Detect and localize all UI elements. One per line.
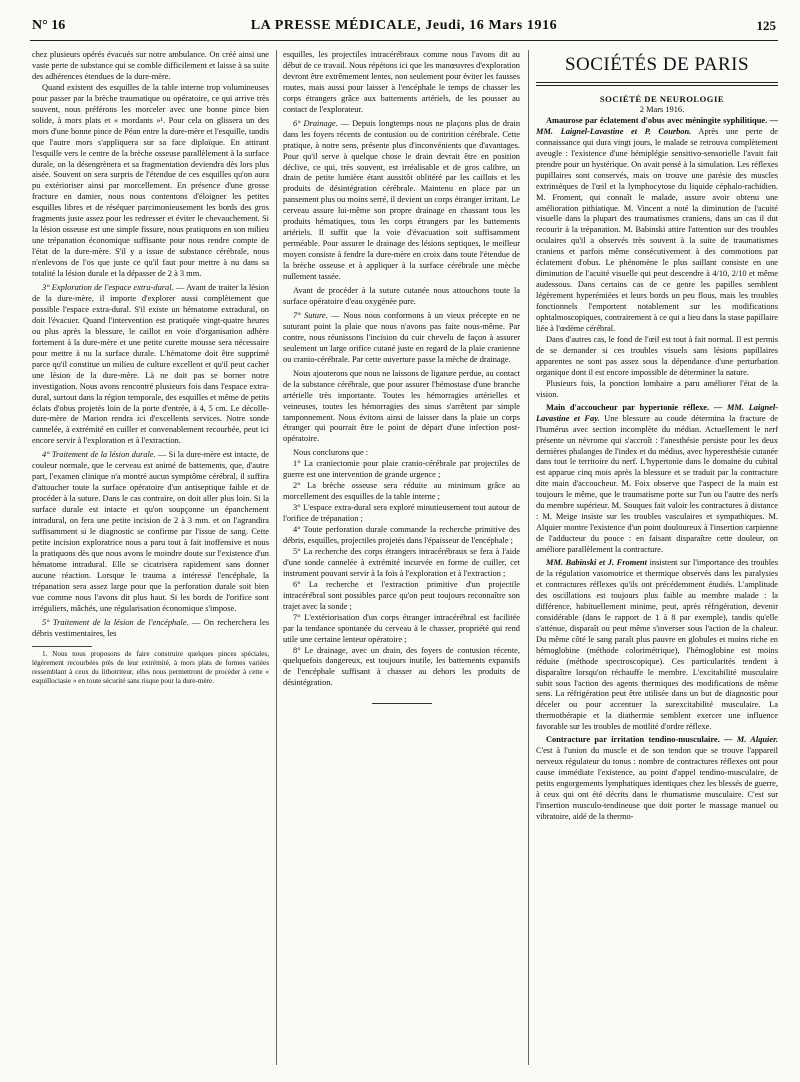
report-text: Après une perte de connaissance qui dura vingt jours, le malade se retrouva complètement aveugle : l'existence d'une hémiplégie sensitivo-sensorielle l'avait fait prendre pour un hystérique. On avait pensé à la simulation. Les réflexes pupillaires sont conservés, mais on trouve une parésie des muscles extrinsèques de l'œil et la lymphocytose du liquide céphalo-rachidien. M. Froment, qui connaît le malade, assure avoir obtenu une amélioration pithiatique. M. Vincent a noté la diminution de l'acuité visuelle dans la plupart des traumatismes craniens, dans un cas il dut recourir à la trépanation. M. Babinski attire l'attention sur des troubles oculaires qu'il a observés très souvent à la suite de traumatismes craniens et parfois même consécutivement à des commotions par éclatement d'obus. Le phénomène le plus saillant consiste en une diminution de l'acuité visuelle qui peut descendre à 4/10, 2/10 et même audessous. Dans certains cas de ce genre les papilles semblent légèrement hyperémiées et leurs bords un peu flous, mais les troubles fonctionnels l'emportent notablement sur les modifications ophtalmoscopiques, contrairement à ce qui a lieu dans la stase papillaire liée à l'œdème cérébral. <box>536 126 778 334</box>
column-1 <box>32 50 269 686</box>
column-rule <box>276 50 277 1065</box>
paragraph <box>32 283 269 447</box>
section-heading: 3° Exploration de l'espace extra-dural. <box>42 283 174 293</box>
section-heading: 4° Traitement de la lésion durale. <box>42 450 156 460</box>
end-rule <box>372 703 432 704</box>
footnote-rule <box>32 646 92 647</box>
paragraph-text: — Depuis longtemps nous ne plaçons plus de drain dans les foyers récents de contusion ou de contrition cérébrale. Cette pratique, à notre sens, présente plus d'inconvénients que d'avantages. Pour qu'il serve à quelque chose le drain devrait être en position déclive, ce qui, très souvent, est irréalisable et de gros calibre, un drain de petite lumière étant aussitôt oblitéré par les caillots et les produits de désintégration cérébrale. Maintenu en place par un pansement plus ou moins serré, il devient un corps étranger irritant. Le cerveau assure lui-même son propre drainage en chassant tous les produits hématiques, tous les corps étrangers par les battements artériels. Il suffit que la voie d'évacuation soit suffisamment perméable. Pour assurer le drainage des lésions septiques, le meilleur moyen consiste à fendre la dure-mère en croix dans toute l'étendue de la brèche osseuse et à appliquer à la surface cérébrale une mèche nullement tassée. <box>283 118 521 282</box>
journal-title: LA PRESSE MÉDICALE, Jeudi, 16 Mars 1916 <box>250 18 558 33</box>
page-header <box>30 14 778 41</box>
column-3 <box>536 50 778 823</box>
section-heading: 5° Traitement de la lésion de l'encéphale. <box>42 617 189 627</box>
conclusion-item: 5° La recherche des corps étrangers intracérébraux se fera à l'aide d'une sonde cannelée à extrémité incurvée en forme de cuiller, cet instrument pouvant servir à la fois à l'exploration et à l'extraction ; <box>283 546 520 578</box>
paragraph-text: — Nous nous conformons à un vieux précepte en ne suturant point la plaie que nous n'avons pas faite nous-même. Par contre, nous réunissons l'incision du cuir chevelu de façon à assurer seulement un large orifice cutané juste en regard de la plaie cranienne ou cranio-cérébrale. Par cette ouverture passe la mèche de drainage. <box>283 310 521 364</box>
conclusion-item: 2° La brèche osseuse sera réduite au minimum grâce au morcellement des esquilles de la table interne ; <box>283 481 520 502</box>
report-text: insistent sur l'importance des troubles de la régulation vasomotrice et thermique observés dans les paralysies et contractures réflexes qu'ils ont précédemment étudiés. L'amplitude des oscillations est toujours plus faible au membre malade : la différence, habituellement minime, peut, après réfrigération, devenir considérable (dans le rapport de 1 à 8 par exemple), tandis qu'elle s'atténue, disparaît ou peut même s'inverser sous l'action de la chaleur. Du même côté le sang paraît plus pauvre en globules et moins riche en hémoglobine (méthode colorimétrique), l'hémoglobine est moins réduite (méthode spectroscopique). Ces particularités tendent à disparaître lorsqu'on réchauffe le membre. L'excitabilité musculaire subit sous l'action des agents thermiques des modifications de même sens. La réfrigération peut être utilisée dans un but de diagnostic pour déceler ou pour accentuer la surexcitabilité musculaire. La thermothérapie et la diathermie semblent exercer une influence favorable sur les troubles de motilité d'ordre réflexe. <box>536 558 778 732</box>
paragraph <box>283 119 520 283</box>
paragraph-text: — On recherchera les débris vestimentaires, les <box>32 617 269 638</box>
paragraph: Dans d'autres cas, le fond de l'œil est tout à fait normal. Il est permis de se demander si ces troubles visuels sans lésions papillaires apparentes ne sont pas assez sous la dépendance d'une perturbation organique dont il est encore impossible de déterminer la nature. <box>536 334 778 377</box>
paragraph: Plusieurs fois, la ponction lombaire a paru améliorer l'état de la vision. <box>536 378 778 399</box>
report-paragraph <box>536 558 778 733</box>
paragraph: chez plusieurs opérés évacués sur notre ambulance. On créé ainsi une vaste perte de substance qui se comble difficilement et laisse à sa suite des adhérences étendues de la dure-mère. <box>32 50 269 81</box>
conclusion-item: 1° La craniectomie pour plaie cranio-cérébrale par projectiles de guerre est une intervention de grande urgence ; <box>283 459 520 480</box>
report-paragraph <box>536 735 778 823</box>
footnote: 1. Nous nous proposons de faire construire quelques pinces spéciales, légèrement recourbées près de leur extrémité, à mors plats de formes variées ressemblant à ceux du lithotriteur, elles nous permettront de procéder à cette « esquillociasie » en toute sécurité sans risque pour la dure-mère. <box>32 649 269 685</box>
column-2 <box>283 50 520 704</box>
report-authors: — MM. Laignel-Lavastine et Fay. <box>536 402 779 423</box>
conclusion-item: 3° L'espace extra-dural sera exploré minutieusement tout autour de l'orifice de trépanation ; <box>283 503 520 524</box>
meeting-date: 2 Mars 1916. <box>639 104 685 114</box>
report-text: C'est à l'union du muscle et de son tendon que se trouve l'appareil nerveux régulateur du tonus : nombre de contractures réflexes ont pour cause immédiate l'existence, au point d'appel tendino-musculaire, de petits engorgements lymphatiques identiques chez les blessés de guerre, à ceux qui ont été décrits dans le rhumatisme musculaire. C'est sur l'insertion musculo-tendineuse que doit porter le massage manuel ou vibratoire, aidé de la thermo- <box>536 746 778 821</box>
paragraph: Nous ajouterons que nous ne laissons de ligature perdue, au contact de la substance cérébrale, que pour assurer l'hémostase d'une branche artérielle très importante. Toutes les hémorragies artérielles et veineuses, toutes les hémorragies des sinus s'arrêtent par simple tamponnement. Nous évitons ainsi de laisser dans la plaie un corps étranger qui pourrait être le point de départ d'une infection post-opératoire. <box>283 368 520 444</box>
report-title: Amaurose par éclatement d'obus avec méningite syphilitique. <box>546 115 768 125</box>
paragraph: Nous conclurons que : <box>293 448 369 458</box>
paragraph-text: — Si la dure-mère est intacte, de couleur normale, que le cerveau est animé de battements, que, d'autre part, l'examen clinique n'a montré aucun symptôme cérébral, il suffira d'attoucher toute la surface opératoire d'un antiseptique faible et de procéder à la suture. Dans le cas contraire, on doit aller plus loin. Si la surface durale est intacte et qu'on soupçonne un épanchement intradural, on fera une petite incision de 2 à 3 mm. et on l'agrandira suffisamment si le diagnostic se confirme par l'issue de sang. Cette petite incision exploratrice nous a paru tout à fait inoffensive et nous la pratiquons dès que nous avons le moindre doute sur l'existence d'un hématome intradural. Elle se cicatrisera rapidement sans donner aucune réaction. Lorsque le trauma a intéressé l'encéphale, la trépanation sera assez large pour que la perforation durale soit bien vue comme nous l'avons dit plus haut. Si les bords de l'orifice sont irréguliers, mâchés, une régularisation économique s'impose. <box>32 450 269 613</box>
report-authors: — MM. Laignel-Lavastine et P. Courbon. <box>536 115 778 136</box>
paragraph: Quand existent des esquilles de la table interne trop volumineuses pour passer par la brèche traumatique ou opératoire, ce qui arrive très souvent, nous préférons les morceler avec une bonne pince bien solide, à mors plats et « mordants »¹. Pour cela on glissera un des mors d'une bonne pince de Péan entre la dure-mère et l'esquille, tandis que l'autre mors s'appliquera sur sa face diploïque. En attirant l'esquille vers le centre de la brèche osseuse parallèlement à la surface durale, on la désengrènera et sa fragmentation deviendra dès lors plus aisée. Souvent on sera surpris de l'étendue de ces esquilles qu'on aura pu extérioriser ainsi par morcellement. En présence d'une grosse fracture en damier, nous nous contentons d'éloigner les petites esquilles libres et de réséquer parcimonieusement les bords des gros fragments juste assez pour les redresser et éviter le chevauchement. Si la lésion osseuse est une simple fissure, nous pratiquons en son milieu une trépanation économique suffisante pour nous rendre compte de l'état de la dure-mère. S'il y a issue de substance cérébrale, nous n'enlevons de l'os que juste ce qu'il faut pour mettre à nu dans sa totalité la lésion durale et la dépasser de 2 à 3 mm. <box>32 82 269 279</box>
section-title: SOCIÉTÉS DE PARIS <box>564 54 750 75</box>
report-title: Main d'accoucheur par hypertonie réflexe. <box>546 402 710 412</box>
paragraph <box>283 311 520 366</box>
title-rule <box>536 82 778 86</box>
conclusion-item: 7° L'extériorisation d'un corps étranger intracérébral est facilitée par la tendance spontanée du cerveau à le chasser, propriété qui rend utile une certaine lenteur opératoire ; <box>283 612 520 644</box>
paragraph <box>32 450 269 614</box>
report-authors: — M. Alquier. <box>719 735 778 745</box>
page-number: 125 <box>756 18 776 33</box>
section-heading: 6° Drainage. <box>293 118 338 128</box>
report-paragraph <box>536 116 778 335</box>
society-name: SOCIÉTÉ DE NEUROLOGIE <box>599 94 725 104</box>
report-text: Une blessure au coude détermina la fracture de l'humérus avec section incomplète du médian. Actuellement le nerf présente un névrome qui s'accroît : l'anesthésie persiste pour les deux dernières phalanges de l'index et du médius, avec hyperesthésie cutanée dans tout le territoire du nerf. L'hypertonie dans le domaine du cubital est apparue cinq mois après la blessure et se traduit par la contracture dite main d'accoucheur. M. Foix observe que l'aspect de la main est toujours le même, que le traumatisme porte sur l'un ou l'autre des nerfs du membre supérieur. M. Souques fait valoir les contractures à distance : M. Meige insiste sur les troubles vasculaires et sympathiques. M. Alquier montre l'existence d'un point douloureux à l'insertion carpienne de l'adducteur du pouce : en faisant disparaître cette douleur, on améliore parallèlement la contracture. <box>536 413 778 555</box>
paragraph: esquilles, les projectiles intracérébraux comme nous l'avons dit au début de ce travail. Nous répétons ici que les manœuvres d'exploration devront être extrêmement lentes, non seulement pour éviter les fausses routes, mais aussi pour laisser à l'encéphale le temps de chasser les corps étrangers grâce aux battements artériels, de les pousser au contact de l'explorateur. <box>283 50 520 114</box>
conclusion-item: 4° Toute perforation durale commande la recherche primitive des débris, esquilles, projectiles projetés dans l'épaisseur de l'encéphale ; <box>283 525 520 545</box>
issue-number: N° 16 <box>32 18 66 33</box>
report-paragraph <box>536 403 778 556</box>
paragraph <box>32 618 269 640</box>
section-heading: 7° Suture. <box>293 310 328 320</box>
report-authors: MM. Babinski et J. Froment <box>546 558 647 568</box>
paragraph: Avant de procéder à la suture cutanée nous attouchons toute la surface opératoire d'eau oxygénée pure. <box>283 286 520 306</box>
report-title: Contracture par irritation tendino-musculaire. <box>546 735 720 745</box>
column-rule <box>528 50 529 1065</box>
paragraph-text: — Avant de traiter la lésion de la dure-mère, il importe d'explorer aussi complètement que possible l'espace extra-dural. S'il existe un hématome extradural, on doit l'évacuer. Quand l'intervention est pratiquée vingt-quatre heures ou plus après la blessure, le caillot en voie d'organisation adhère fortement à la dure-mère et une petite curette mousse sera nécessaire pour mettre à nu la surface durale. L'hématome doit être supprimé parce qu'il constitue un milieu de culture excellent et qu'il peut cacher une lésion de la dure-mère. Là ne doit pas se borner notre investigation. Nous avons rencontré plusieurs fois dans l'espace extra-dural, surtout dans la région temporale, des esquilles et même de petits éclats d'obus projetés loin de la porte d'entrée, à 4, 5 cm. Le décolle-dure-mère de Marion rendra ici d'excellents services. Notre sonde cannelée, à extrémité en cuiller et convenablement recourbée, peut ici encore servir à l'exploration et à l'extraction. <box>32 283 269 446</box>
conclusion-item: 6° La recherche et l'extraction primitive d'un projectile intracérébral sont possibles parce qu'on peut toujours reconnaître son trajet avec la sonde ; <box>283 579 520 611</box>
conclusion-item: 8° Le drainage, avec un drain, des foyers de contusion récente, quelquefois dangereux, est toujours inutile, les battements expansifs de l'encéphale suffisant à chasser au dehors les produits de désintégration. <box>283 645 520 688</box>
